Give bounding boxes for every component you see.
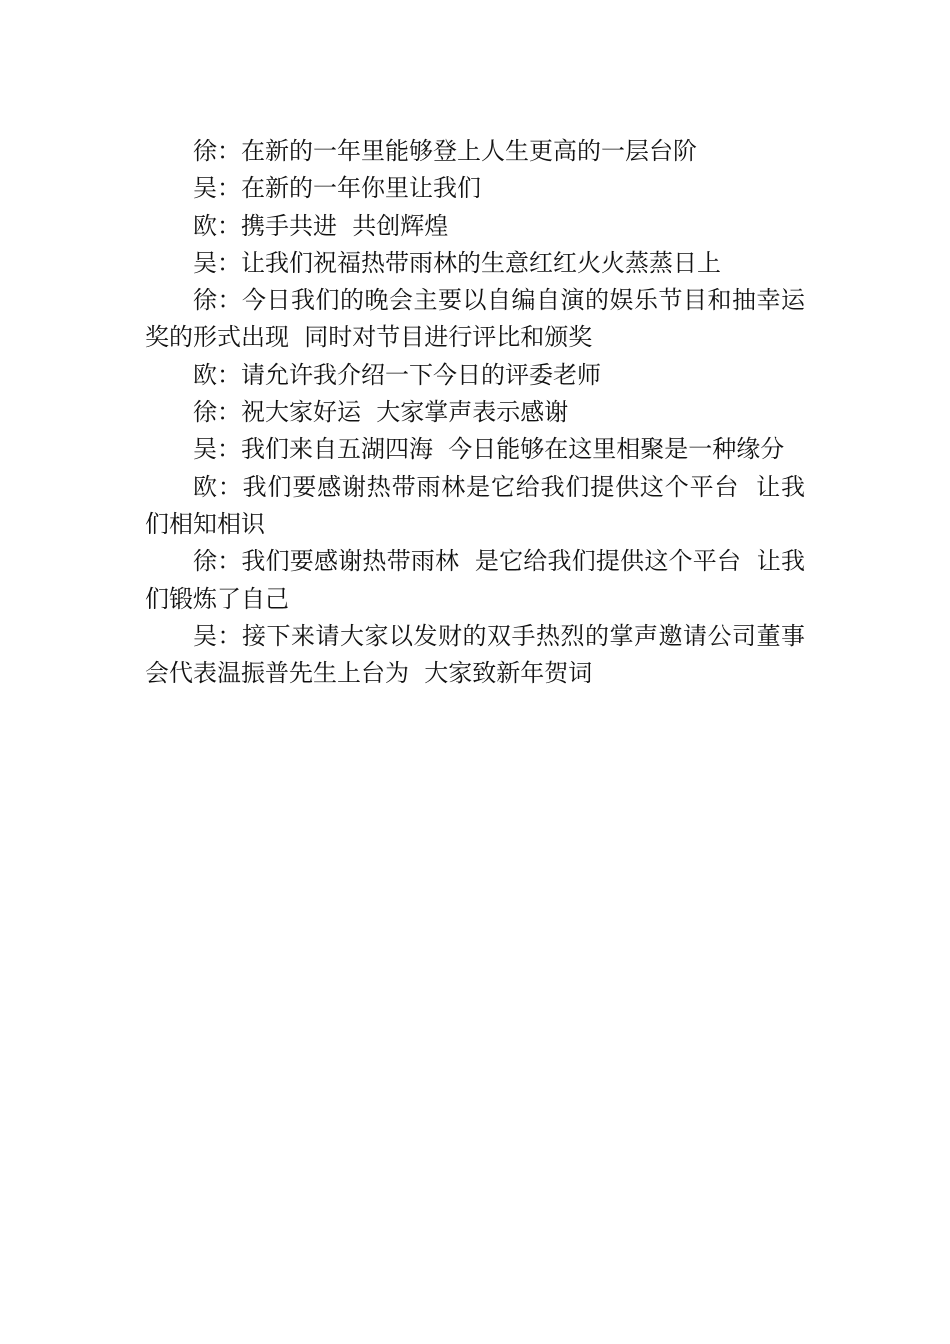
paragraph-8: 吴：我们来自五湖四海 今日能够在这里相聚是一种缘分 [193,435,785,464]
paragraph-1: 徐：在新的一年里能够登上人生更高的一层台阶 [193,137,697,165]
paragraph-3: 欧：携手共进 共创辉煌 [193,211,449,240]
paragraph-11: 吴：接下来请大家以发财的双手热烈的掌声邀请公司董事会代表温振普先生上台为 大家致新年贺词 [145,621,805,688]
paragraph-6: 欧：请允许我介绍一下今日的评委老师 [193,360,601,389]
paragraph-5: 徐：今日我们的晚会主要以自编自演的娱乐节目和抽幸运奖的形式出现 同时对节目进行评比和颁奖 [145,286,805,352]
paragraph-4: 吴：让我们祝福热带雨林的生意红红火火蒸蒸日上 [193,248,721,277]
document-body [145,133,805,692]
paragraph-7: 徐：祝大家好运 大家掌声表示感谢 [193,398,569,427]
paragraph-9: 欧：我们要感谢热带雨林是它给我们提供这个平台 让我们相知相识 [145,472,805,538]
paragraph-10: 徐：我们要感谢热带雨林 是它给我们提供这个平台 让我们锻炼了自己 [145,547,805,613]
paragraph-2: 吴：在新的一年你里让我们 [193,174,481,203]
